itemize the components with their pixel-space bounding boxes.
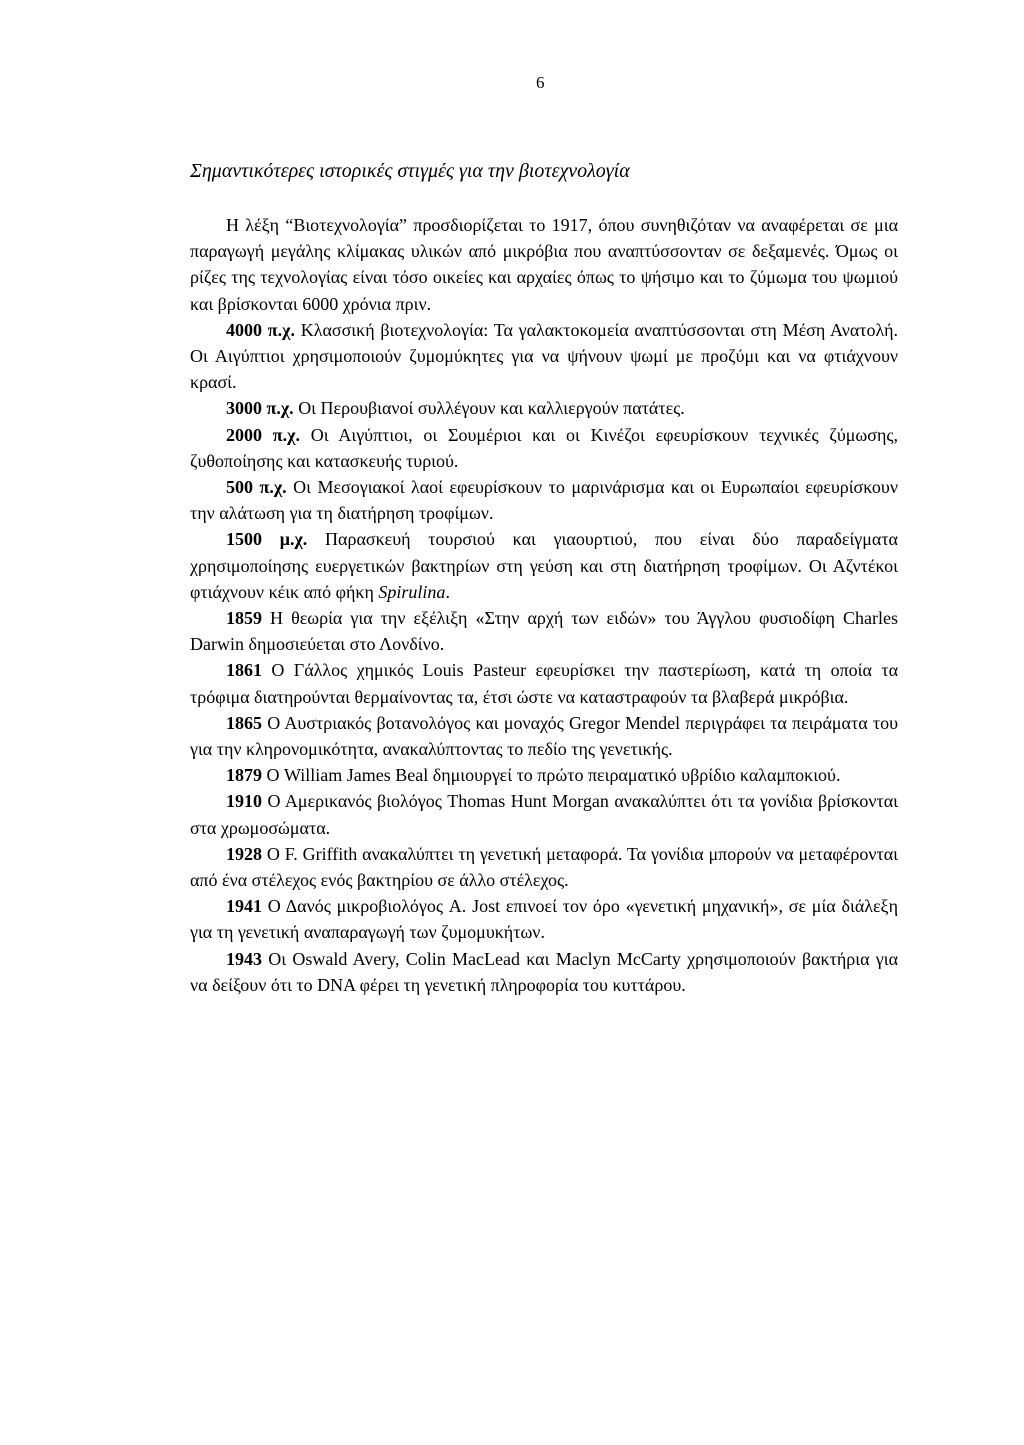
entry-year: 1861 bbox=[226, 660, 262, 681]
intro-paragraph: Η λέξη “Βιοτεχνολογία” προσδιορίζεται το 1917, όπου συνηθιζόταν να αναφέρεται σε μια παραγωγή μεγάλης κλίμακας υλικών από μικρόβια που αναπτύσσονταν σε δεξαμενές. Όμως οι ρίζες της τεχνολογίας είναι τόσο οικείες και αρχαίες όπως το ψήσιμο και το ζύμωμα του ψωμιού και βρίσκονται 6000 χρόνια πριν. bbox=[190, 215, 898, 314]
timeline-entry bbox=[190, 841, 898, 893]
entry-text: Η θεωρία για την εξέλιξη «Στην αρχή των ειδών» του Άγγλου φυσιοδίφη Charles Darwin δημοσιεύεται στο Λονδίνο. bbox=[190, 608, 898, 655]
entry-text: Ο Δανός μικροβιολόγος A. Jost επινοεί τον όρο «γενετική μηχανική», σε μία διάλεξη για τη γενετική αναπαραγωγή των ζυμομυκήτων. bbox=[190, 896, 898, 943]
timeline-entry bbox=[190, 788, 898, 840]
entry-year: 1859 bbox=[226, 608, 262, 629]
entry-year: 1928 bbox=[226, 843, 262, 864]
timeline-entry bbox=[190, 474, 898, 526]
entry-text: Ο William James Beal δημιουργεί το πρώτο πειραματικό υβρίδιο καλαμποκιού. bbox=[262, 765, 841, 786]
entry-text: Ο F. Griffith ανακαλύπτει τη γενετική μεταφορά. Τα γονίδια μπορούν να μεταφέρονται από ένα στέλεχος ενός βακτηρίου σε άλλο στέλεχος. bbox=[190, 843, 898, 891]
timeline-entry bbox=[190, 317, 898, 396]
page-heading: Σημαντικότερες ιστορικές στιγμές για την βιοτεχνολογία bbox=[190, 160, 630, 182]
entry-text: Οι Μεσογιακοί λαοί εφευρίσκουν το μαρινάρισμα και οι Ευρωπαίοι εφευρίσκουν την αλάτωση για τη διατήρηση τροφίμων. bbox=[190, 477, 898, 524]
entry-year: 3000 π.χ. bbox=[226, 398, 294, 419]
page-number: 6 bbox=[536, 73, 545, 92]
timeline-entry bbox=[190, 422, 898, 474]
entry-text: Ο Γάλλος χημικός Louis Pasteur εφευρίσκει την παστερίωση, κατά τη οποία τα τρόφιμα διατηρούνται θερμαίνοντας τα, έτσι ώστε να καταστραφούν τα βλαβερά μικρόβια. bbox=[190, 660, 898, 707]
timeline-entry bbox=[190, 605, 898, 657]
entry-text: Κλασσική βιοτεχνολογία: Τα γαλακτοκομεία αναπτύσσονται στη Μέση Ανατολή. Οι Αιγύπτιοι χρησιμοποιούν ζυμομύκητες για να ψήνουν ψωμί με προζύμι και να φτιάχνουν κρασί. bbox=[190, 319, 898, 393]
entry-year: 500 π.χ. bbox=[226, 477, 287, 498]
entry-text: Παρασκευή τουρσιού και γιαουρτιού, που είναι δύο παραδείγματα χρησιμοποίησης ευεργετικών βακτηρίων στη γεύση και στη διατήρηση τροφίμων. Οι Αζντέκοι φτιάχνουν κέικ από φήκη bbox=[190, 529, 898, 602]
entry-text: Ο Αυστριακός βοτανολόγος και μοναχός Gregor Mendel περιγράφει τα πειράματα του για την κληρονομικότητα, ανακαλύπτοντας το πεδίο της γενετικής. bbox=[190, 712, 898, 760]
entry-tail: . bbox=[445, 581, 450, 602]
entry-year: 1865 bbox=[226, 712, 262, 733]
timeline-entry bbox=[190, 395, 898, 421]
entry-year: 1910 bbox=[226, 791, 262, 812]
timeline-entry bbox=[190, 710, 898, 762]
timeline-entry bbox=[190, 946, 898, 998]
entry-text: Οι Αιγύπτιοι, οι Σουμέριοι και οι Κινέζοι εφευρίσκουν τεχνικές ζύμωσης, ζυθοποίησης και κατασκευής τυριού. bbox=[190, 424, 898, 471]
entry-year: 1941 bbox=[226, 896, 262, 917]
entry-year: 1500 μ.χ. bbox=[226, 529, 308, 550]
timeline-entry bbox=[190, 893, 898, 945]
entry-italic-term: Spirulina bbox=[378, 581, 446, 602]
entry-year: 1879 bbox=[226, 765, 262, 786]
entry-text: Οι Oswald Avery, Colin MacLead και Maclyn McCarty χρησιμοποιούν βακτήρια για να δείξουν ότι το DNA φέρει τη γενετική πληροφορία του κυττάρου. bbox=[190, 948, 898, 995]
timeline-entry bbox=[190, 657, 898, 709]
entry-year: 4000 π.χ. bbox=[226, 319, 295, 340]
entry-text: Οι Περουβιανοί συλλέγουν και καλλιεργούν πατάτες. bbox=[293, 398, 685, 419]
timeline-entry bbox=[190, 526, 898, 605]
document-body bbox=[190, 212, 898, 998]
entry-year: 2000 π.χ. bbox=[226, 424, 300, 445]
timeline-entry bbox=[190, 762, 898, 788]
entry-text: Ο Αμερικανός βιολόγος Thomas Hunt Morgan ανακαλύπτει ότι τα γονίδια βρίσκονται στα χρωμοσώματα. bbox=[190, 791, 898, 838]
entry-year: 1943 bbox=[226, 948, 262, 969]
